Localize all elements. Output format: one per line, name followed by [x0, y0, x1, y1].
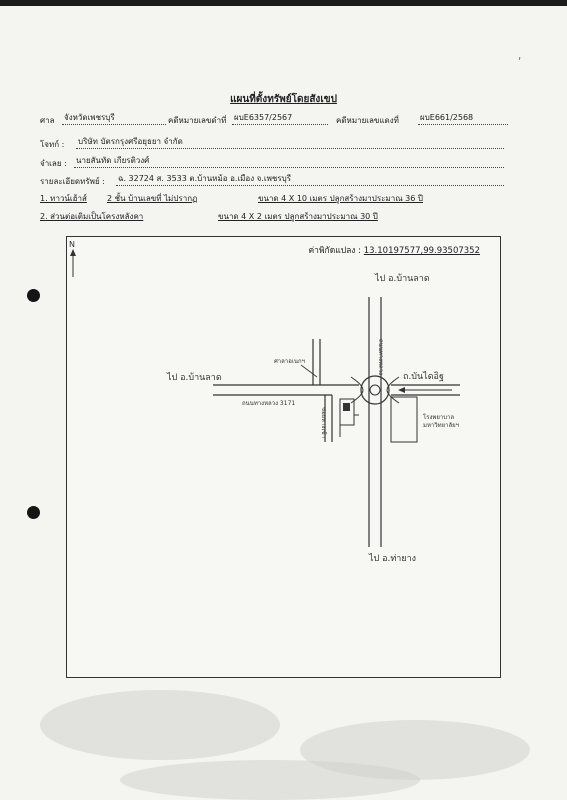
- map-drawing: [67, 237, 500, 677]
- plaintiff-label: โจทก์ :: [40, 140, 65, 149]
- scan-stain: [40, 690, 280, 760]
- property-marker: [343, 403, 350, 411]
- plaintiff-value: บริษัท บัตรกรุงศรีอยุธยา จำกัด: [76, 137, 504, 149]
- map-label-road-v: ถนนทางหลวง: [377, 339, 384, 376]
- map-label-hospital: โรงพยาบาล: [423, 414, 455, 421]
- defendant-value: นายสันทัด เกียรติวงศ์: [74, 156, 504, 168]
- map-label-pavilion: ศาลาอเนกฯ: [274, 358, 305, 365]
- court-value: จังหวัดเพชรบุรี: [62, 113, 166, 125]
- map-label-south: ไป อ.ท่ายาง: [369, 554, 417, 564]
- property-value: ฉ. 32724 ส. 3533 ต.บ้านหม้อ อ.เมือง จ.เพชรบุรี: [116, 174, 504, 186]
- map-label-lane: ซอยทางเข้า: [320, 407, 327, 438]
- map-label-road-h: ถนนทางหลวง 3171: [242, 400, 296, 407]
- north-label: N: [69, 240, 75, 249]
- binder-hole: [27, 506, 40, 519]
- map-label-north: ไป อ.บ้านลาด: [375, 274, 430, 284]
- binder-hole: [27, 289, 40, 302]
- court-label: ศาล: [40, 116, 55, 125]
- item2-prefix: 2. ส่วนต่อเติมเป็นโครงหลังคา: [40, 212, 144, 221]
- item1-prefix: 1. ทาวน์เฮ้าส์: [40, 194, 87, 203]
- red-case-value: ผบE661/2568: [418, 113, 508, 125]
- property-label: รายละเอียดทรัพย์ :: [40, 177, 105, 186]
- defendant-label: จำเลย :: [40, 159, 67, 168]
- page-title: แผนที่ตั้งทรัพย์โดยสังเขป: [230, 94, 337, 105]
- scan-top-edge: [0, 0, 567, 6]
- scan-stain: [120, 760, 420, 800]
- coordinate-label: ค่าพิกัดแปลง :: [308, 246, 362, 256]
- pavilion-pointer: [301, 365, 317, 377]
- hospital-block: [391, 397, 417, 442]
- item1-desc: 2 ชั้น บ้านเลขที่ ไม่ปรากฏ: [107, 194, 198, 203]
- black-case-value: ผบE6357/2567: [232, 113, 328, 125]
- location-map: [66, 236, 501, 678]
- map-label-east: ถ.บันไดอิฐ: [403, 372, 444, 382]
- map-label-university: มหาวิทยาลัยฯ: [423, 422, 460, 429]
- item2-size: ขนาด 4 X 2 เมตร ปลูกสร้างมาประมาณ 30 ปี: [218, 212, 378, 221]
- roundabout: [351, 376, 399, 404]
- red-case-label: คดีหมายเลขแดงที่: [336, 116, 399, 125]
- item1-size: ขนาด 4 X 10 เมตร ปลูกสร้างมาประมาณ 36 ปี: [258, 194, 423, 203]
- north-arrow-icon: [69, 240, 76, 277]
- black-case-label: คดีหมายเลขดำที่: [168, 116, 227, 125]
- map-label-west: ไป อ.บ้านลาด: [167, 373, 222, 383]
- road-arrow-head-icon: [398, 387, 405, 393]
- page-mark: ʹ: [518, 56, 522, 70]
- coordinate-value: 13.10197577,99.93507352: [363, 246, 480, 256]
